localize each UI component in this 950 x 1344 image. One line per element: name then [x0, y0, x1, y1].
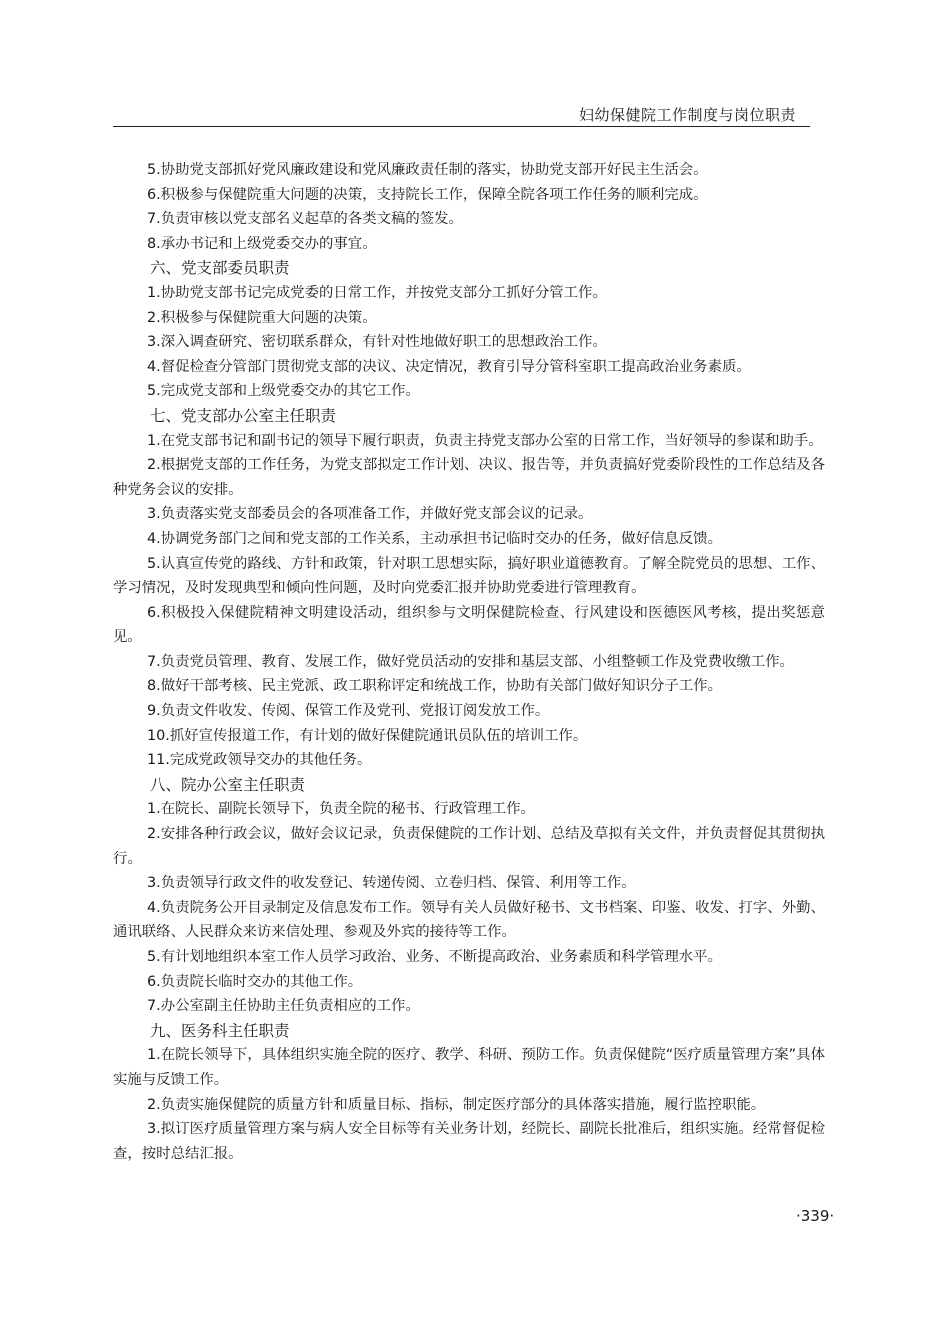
- paragraph: 4.督促检查分管部门贯彻党支部的决议、决定情况，教育引导分管科室职工提高政治业务素质。: [147, 358, 751, 375]
- paragraph: 1.协助党支部书记完成党委的日常工作，并按党支部分工抓好分管工作。: [147, 284, 607, 301]
- section-heading: 六、党支部委员职责: [150, 259, 290, 278]
- body-text: [113, 158, 825, 1166]
- paragraph: 9.负责文件收发、传阅、保管工作及党刊、党报订阅发放工作。: [147, 703, 550, 720]
- section-heading: 七、党支部办公室主任职责: [150, 406, 337, 425]
- paragraph: 5.完成党支部和上级党委交办的其它工作。: [147, 383, 420, 400]
- paragraph: 7.负责审核以党支部名义起草的各类文稿的签发。: [147, 211, 463, 228]
- header-title: 妇幼保健院工作制度与岗位职责: [578, 106, 796, 124]
- section-heading: 八、院办公室主任职责: [150, 775, 306, 794]
- paragraph: 7.办公室副主任协助主任负责相应的工作。: [147, 998, 420, 1015]
- paragraph: 1.在院长、副院长领导下，负责全院的秘书、行政管理工作。: [147, 801, 535, 818]
- paragraph: 3.深入调查研究、密切联系群众，有针对性地做好职工的思想政治工作。: [147, 334, 607, 351]
- paragraph: 10.抓好宣传报道工作，有计划的做好保健院通讯员队伍的培训工作。: [147, 727, 588, 744]
- paragraph: 2.安排各种行政会议，做好会议记录，负责保健院的工作计划、总结及草拟有关文件，并负责督促其贯彻执行。: [113, 826, 825, 867]
- paragraph: 4.负责院务公开目录制定及信息发布工作。领导有关人员做好秘书、文书档案、印鉴、收发、打字、外勤、通讯联络、人民群众来访来信处理、参观及外宾的接待等工作。: [113, 899, 825, 941]
- paragraph: 1.在院长领导下，具体组织实施全院的医疗、教学、科研、预防工作。负责保健院“医疗质量管理方案”具体实施与反馈工作。: [113, 1047, 825, 1088]
- paragraph: 5.认真宣传党的路线、方针和政策，针对职工思想实际，搞好职业道德教育。了解全院党员的思想、工作、学习情况，及时发现典型和倾向性问题，及时向党委汇报并协助党委进行管理教育。: [113, 555, 825, 597]
- paragraph: 11.完成党政领导交办的其他任务。: [147, 752, 372, 769]
- paragraph: 3.负责落实党支部委员会的各项准备工作，并做好党支部会议的记录。: [147, 506, 593, 523]
- running-header: [113, 102, 810, 127]
- page-number: ·339·: [796, 1207, 835, 1225]
- paragraph: 8.承办书记和上级党委交办的事宜。: [147, 235, 377, 252]
- paragraph: 6.负责院长临时交办的其他工作。: [147, 973, 363, 990]
- paragraph: 1.在党支部书记和副书记的领导下履行职责，负责主持党支部办公室的日常工作，当好领导的参谋和助手。: [147, 432, 823, 449]
- paragraph: 5.协助党支部抓好党风廉政建设和党风廉政责任制的落实，协助党支部开好民主生活会。: [147, 162, 708, 178]
- paragraph: 7.负责党员管理、教育、发展工作，做好党员活动的安排和基层支部、小组整顿工作及党费收缴工作。: [147, 653, 794, 670]
- paragraph: 8.做好干部考核、民主党派、政工职称评定和统战工作，协助有关部门做好知识分子工作。: [147, 678, 722, 695]
- paragraph: 6.积极参与保健院重大问题的决策，支持院长工作，保障全院各项工作任务的顺利完成。: [147, 186, 708, 203]
- paragraph: 3.负责领导行政文件的收发登记、转递传阅、立卷归档、保管、利用等工作。: [147, 875, 636, 892]
- paragraph: 6.积极投入保健院精神文明建设活动，组织参与文明保健院检查、行风建设和医德医风考核，提出奖惩意见。: [113, 604, 825, 646]
- section-heading: 九、医务科主任职责: [150, 1021, 290, 1040]
- paragraph: 2.根据党支部的工作任务，为党支部拟定工作计划、决议、报告等，并负责搞好党委阶段性的工作总结及各种党务会议的安排。: [113, 457, 825, 498]
- paragraph: 3.拟订医疗质量管理方案与病人安全目标等有关业务计划，经院长、副院长批准后，组织实施。经常督促检查，按时总结汇报。: [113, 1121, 825, 1162]
- paragraph: 2.积极参与保健院重大问题的决策。: [147, 309, 377, 326]
- paragraph: 5.有计划地组织本室工作人员学习政治、业务、不断提高政治、业务素质和科学管理水平。: [147, 949, 722, 965]
- paragraph: 4.协调党务部门之间和党支部的工作关系，主动承担书记临时交办的任务，做好信息反馈。: [147, 530, 722, 547]
- paragraph: 2.负责实施保健院的质量方针和质量目标、指标，制定医疗部分的具体落实措施，履行监控职能。: [147, 1096, 766, 1113]
